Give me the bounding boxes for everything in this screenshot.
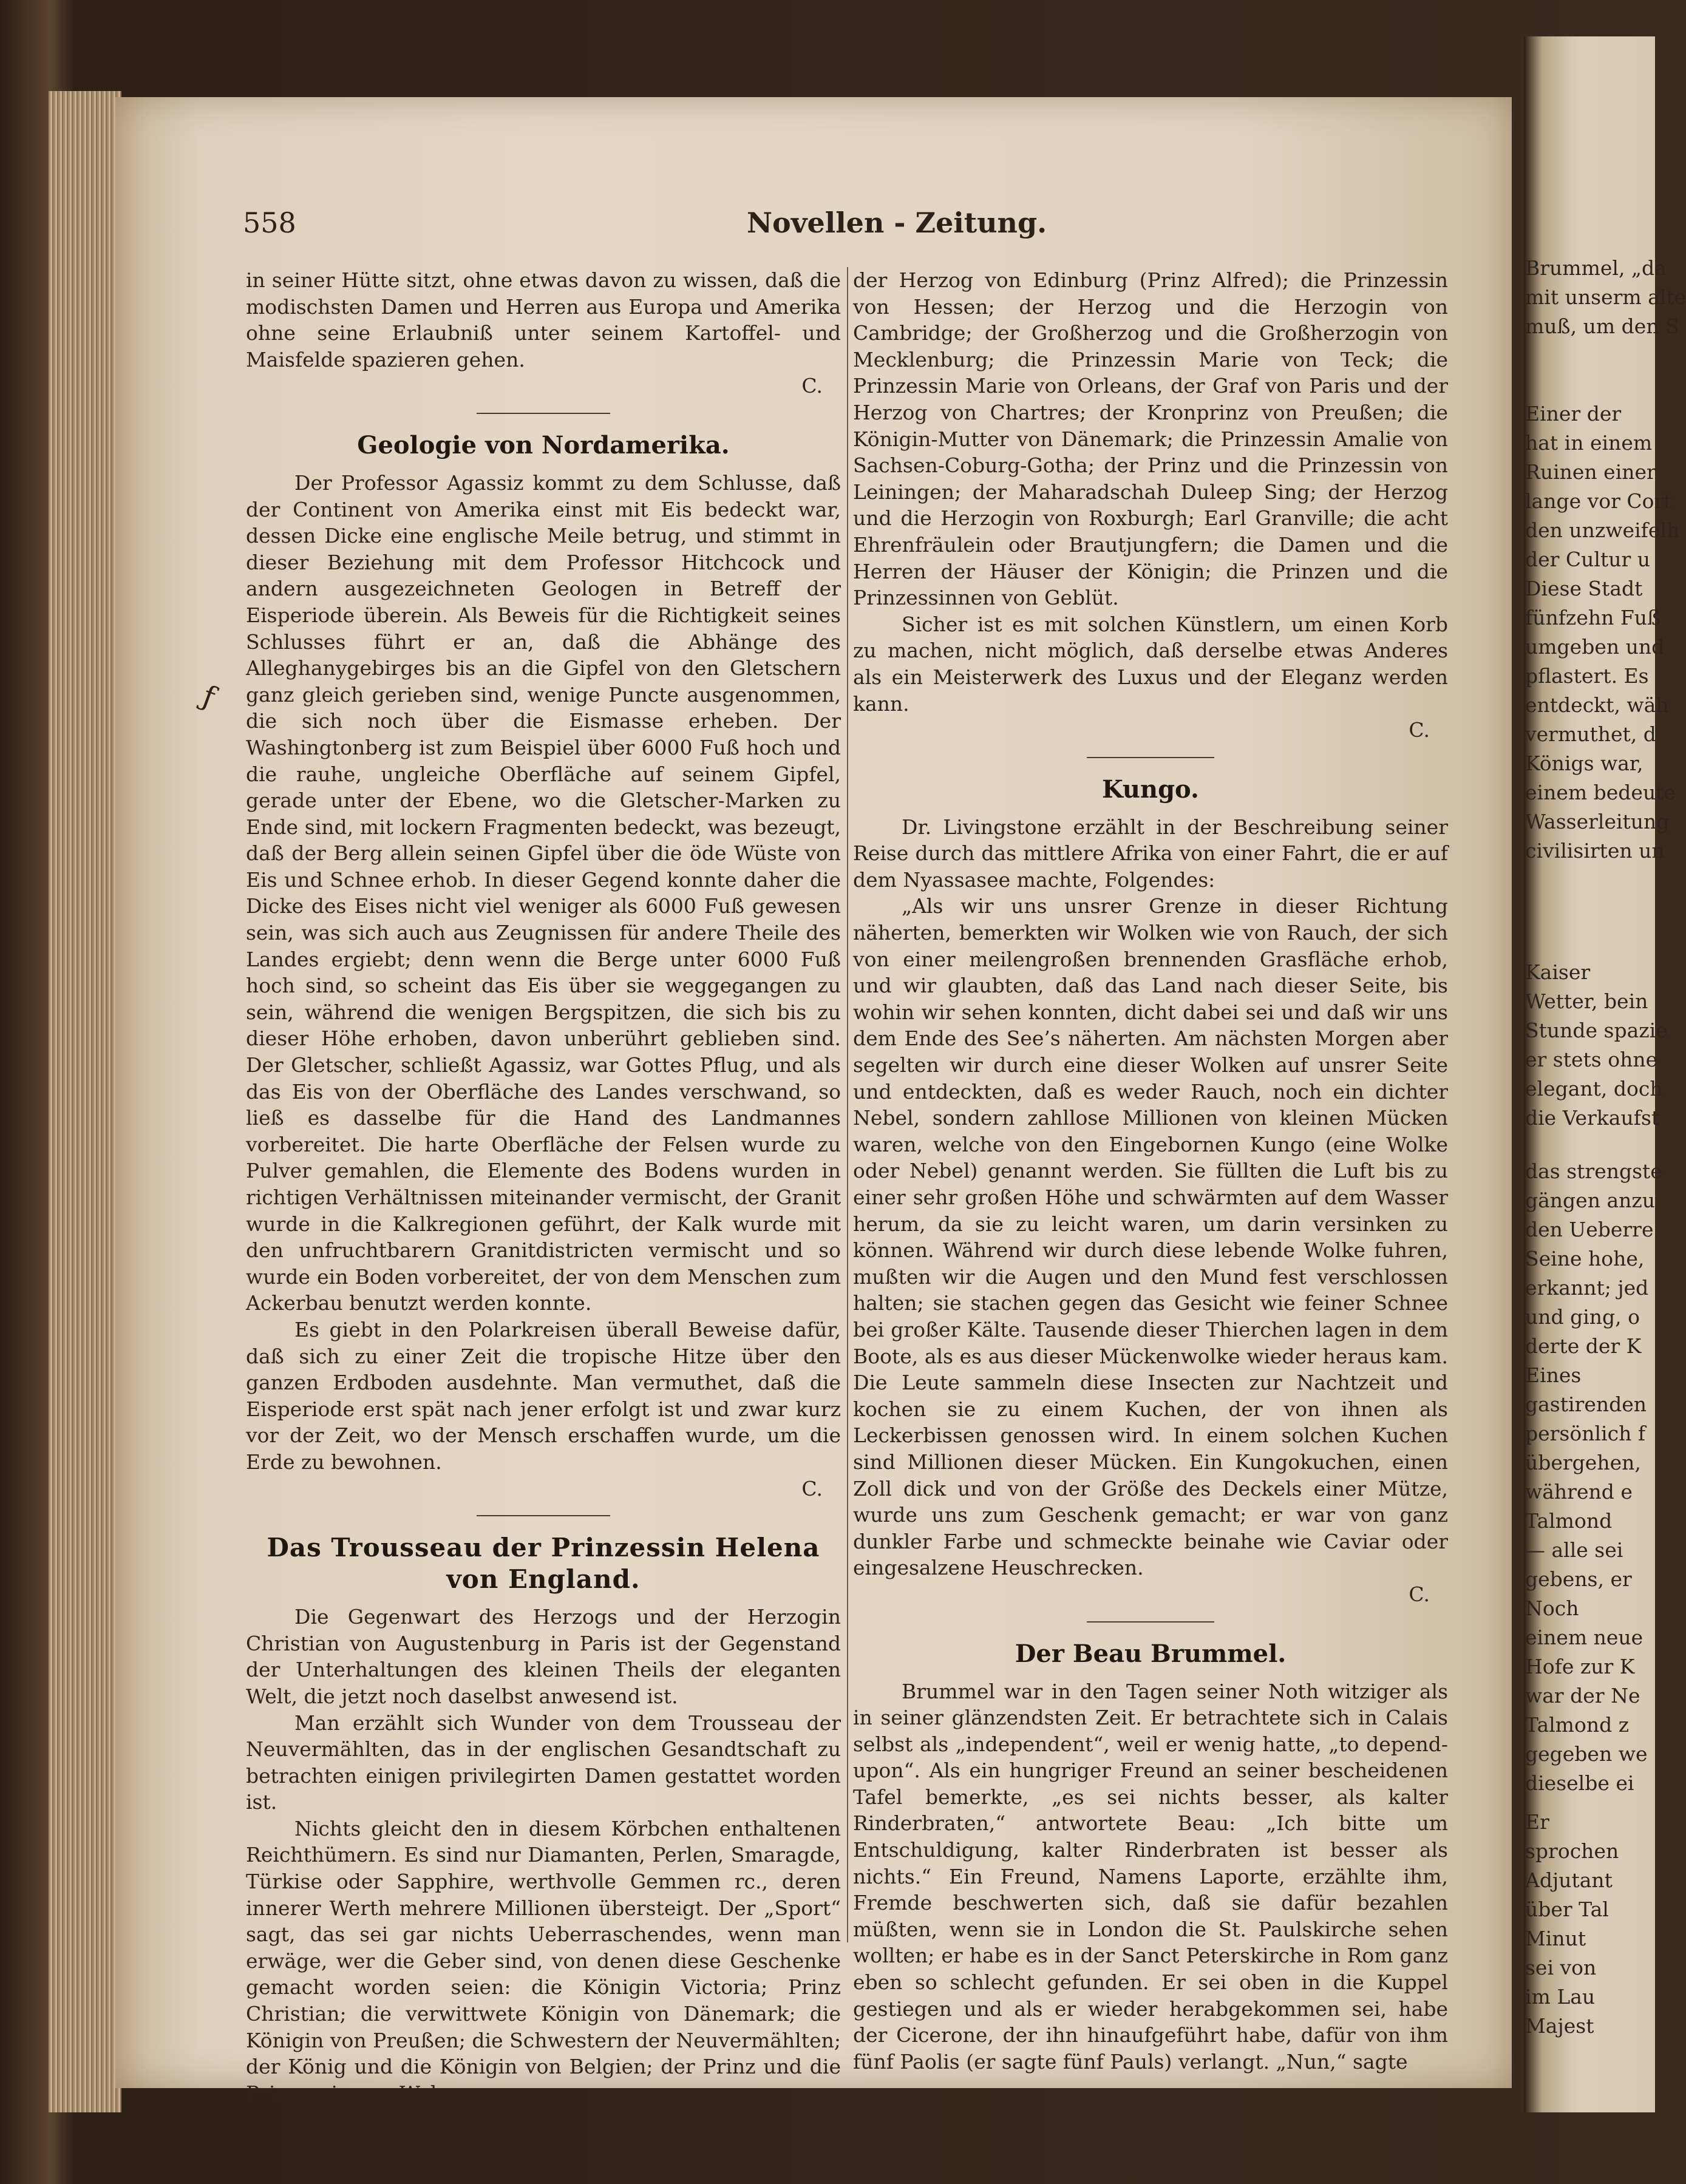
adjacent-page-line: gastirenden	[1525, 1392, 1647, 1416]
adjacent-page-line: Noch	[1525, 1596, 1579, 1620]
adjacent-page-line: elegant, doch	[1525, 1077, 1663, 1100]
adjacent-page-line: — alle sei	[1525, 1538, 1623, 1562]
margin-pencil-mark: ƒ	[197, 679, 220, 715]
intro-paragraph: in seiner Hütte sitzt, ohne etwas davon zu wissen, daß die modischsten Damen und Herren aus Europa und Amerika ohne seine Erlaubniß unter seinem Kartoffel- und Maisfelde spazieren gehen.	[246, 268, 841, 371]
article-title-brummel: Der Beau Brummel.	[1015, 1639, 1287, 1668]
adjacent-page-line: gegeben we	[1525, 1742, 1648, 1766]
adjacent-page-line: mit unserm alte	[1525, 285, 1686, 309]
adjacent-page-line: einem neue	[1525, 1626, 1644, 1649]
article-paragraph: Brummel war in den Tagen seiner Noth witziger als in seiner glänzendsten Zeit. Er betrachtete sich in Calais selbst als „independent“, weil er wenig hatte, „to depend-upon“. Als ein hungriger Freund an seiner bescheidenen Tafel bemerkte, „es sei nichts besser, als kalter Rinderbraten,“ antwortete Beau: „Ich bitte um Entschuldigung, kalter Rinderbraten ist besser als nichts.“ Ein Freund, Namens Laporte, erzählte ihm, Fremde beschwerten sich, daß sie dafür bezahlen müßten, wenn sie in London die St. Paulskirche sehen wollten; er habe es in der Sanct Peterskirche in Rom ganz eben so schlecht gefunden. Er sei oben in die Kuppel gestiegen und als er wieder herabgekommen sei, habe der Cicerone, der ihn hinaufgeführt habe, dafür von ihm fünf Paolis (er sagte fünf Pauls) verlangt. „Nun,“ sagte	[853, 1679, 1448, 2074]
adjacent-page-line: umgeben und	[1525, 635, 1665, 659]
adjacent-page-line: Eines	[1525, 1363, 1582, 1387]
adjacent-page-line: derte der K	[1525, 1334, 1642, 1358]
adjacent-page-line: und ging, o	[1525, 1305, 1640, 1329]
running-title: Novellen - Zeitung.	[747, 206, 1047, 239]
article-paragraph: Die Gegenwart des Herzogs und der Herzogin Christian von Augustenburg in Paris ist der Gegenstand der Unterhaltungen des kleinen Theils der eleganten Welt, die jetzt noch daselbst anwesend ist.	[246, 1605, 841, 1708]
adjacent-page-line: hat in einem	[1525, 431, 1653, 455]
section-rule	[1087, 1621, 1214, 1623]
adjacent-page-line: Diese Stadt	[1525, 577, 1643, 600]
adjacent-page-line: lange vor Cort	[1525, 489, 1672, 513]
adjacent-page-line: übergehen,	[1525, 1451, 1641, 1474]
section-rule	[477, 1515, 610, 1516]
article-signature: C.	[1409, 1582, 1430, 1606]
left-column	[246, 267, 841, 2106]
adjacent-page-line: vermuthet, d	[1525, 722, 1656, 746]
article-title-kungo: Kungo.	[1102, 775, 1199, 804]
continuation-paragraph: Sicher ist es mit solchen Künstlern, um einen Korb zu machen, nicht möglich, daß derselbe etwas Anderes als ein Meisterwerk des Luxus und der Eleganz werden kann.	[853, 612, 1448, 716]
adjacent-page-line: Ruinen einer	[1525, 460, 1656, 484]
adjacent-page-line: er stets ohne	[1525, 1048, 1658, 1071]
adjacent-page-line: Seine hohe,	[1525, 1247, 1645, 1270]
adjacent-page-line: Talmond	[1525, 1509, 1613, 1533]
adjacent-page-line: Er	[1525, 1810, 1549, 1834]
adjacent-page-line: Wasserleitung	[1525, 810, 1670, 833]
adjacent-page-line: Majest	[1525, 2014, 1594, 2038]
intro-signature: C.	[801, 374, 823, 398]
adjacent-page-line: im Lau	[1525, 1985, 1596, 2009]
adjacent-page-line: war der Ne	[1525, 1684, 1640, 1708]
adjacent-page-line: pflastert. Es	[1525, 664, 1649, 688]
article-paragraph: Der Professor Agassiz kommt zu dem Schlusse, daß der Continent von Amerika einst mit Eis bedeckt war, dessen Dicke eine englische Meile betrug, und stimmt in dieser Beziehung mit dem Professor Hitchcock und andern ausgezeichneten Geologen in Betreff der Eisperiode überein. Als Beweis für die Richtigkeit seines Schlusses führt er an, daß die Abhänge des Alleghanygebirges bis an die Gipfel von den Gletschern ganz gleich gerieben sind, wenige Puncte ausgenommen, die sich noch über die Eismasse erheben. Der Washingtonberg ist zum Beispiel über 6000 Fuß hoch und die rauhe, ungleiche Oberfläche auf seinem Gipfel, gerade unter der Ebene, wo die Gletscher-Marken zu Ende sind, mit lockern Fragmenten bedeckt, was bezeugt, daß der Berg allein seinen Gipfel über die öde Wüste von Eis und Schnee erhob. In dieser Gegend konnte daher die Dicke des Eises nicht viel weniger als 6000 Fuß gewesen sein, was sich auch aus Zeugnissen für andere Theile des Landes ergiebt; denn wenn die Berge unter 6000 Fuß hoch sind, so scheint das Eis über sie weggegangen zu sein, während die wenigen Bergspitzen, die sich bis zu dieser Höhe erhoben, davon unberührt geblieben sind. Der Gletscher, schließt Agassiz, war Gottes Pflug, und als das Eis von der Oberfläche des Landes verschwand, so ließ es dasselbe für die Hand des Landmannes vorbereitet. Die harte Oberfläche der Felsen wurde zu Pulver gemahlen, die Elemente des Bodens wurden in richtigen Verhältnissen miteinander vermischt, der Granit wurde in die Kalkregionen geführt, der Kalk wurde mit den unfruchtbarern Granitdistricten vermischt und so wurde ein Boden vorbereitet, der von dem Menschen zum Ackerbau benutzt werden konnte.	[246, 470, 841, 1315]
section-rule	[1087, 757, 1214, 758]
article-paragraph: Nichts gleicht den in diesem Körbchen enthaltenen Reichthümern. Es sind nur Diamanten, Perlen, Smaragde, Türkise oder Sapphire, werthvolle Gemmen rc., deren innerer Werth mehrere Millionen übersteigt. Der „Sport“ sagt, das sei gar nichts Ueberraschendes, wenn man erwäge, wer die Geber sind, von denen diese Geschenke gemacht worden seien: die Königin Victoria; Prinz Christian; die verwittwete Königin von Dänemark; die Königin von Preußen; die Schwestern der Neuvermählten; der König und die Königin von Belgien; der Prinz und die Prinzessin von Wales;	[246, 1816, 841, 2105]
adjacent-page-line: Stunde spazie	[1525, 1019, 1668, 1042]
adjacent-page-line: sei von	[1525, 1956, 1597, 1979]
adjacent-page-line: während e	[1525, 1480, 1633, 1504]
article-paragraph: „Als wir uns unsrer Grenze in dieser Richtung näherten, bemerkten wir Wolken wie von Rauch, der sich von einer meilengroßen brennenden Grasfläche erhob, und wir glaubten, daß das Land nach dieser Seite, bis wohin wir sehen konnten, dicht dabei sei und daß wir uns dem Ende des See’s näherten. Am nächsten Morgen aber segelten wir durch eine dieser Wolken auf unsrer Seite und entdeckten, daß es weder Rauch, noch ein dichter Nebel, sondern zahllose Millionen von kleinen Mücken waren, welche von den Eingebornen Kungo (eine Wolke oder Nebel) genannt werden. Sie füllten die Luft bis zu einer sehr großen Höhe und schwärmten auf dem Wasser herum, da sie zu leicht waren, um darin versinken zu können. Während wir durch diese lebende Wolke fuhren, mußten wir die Augen und den Mund fest verschlossen halten; sie stachen gegen das Gesicht wie feiner Schnee bei großer Kälte. Tausende dieser Thierchen lagen in dem Boote, als es aus dieser Mückenwolke wieder heraus kam. Die Leute sammeln diese Insecten zur Nachtzeit und kochen sie zu einem Kuchen, der von ihnen als Leckerbissen genossen wird. In einem solchen Kuchen sind Millionen dieser Mücken. Ein Kungokuchen, einen Zoll dick und von der Größe des Deckels einer Mütze, wurde uns zum Geschenk gemacht; er war von ganz dunkler Farbe und schmeckte beinahe wie Caviar oder eingesalzene Heuschrecken.	[853, 894, 1448, 1580]
continuation-paragraph: der Herzog von Edinburg (Prinz Alfred); die Prinzessin von Hessen; der Herzog und die Herzogin von Cambridge; der Großherzog und die Großherzogin von Mecklenburg; die Prinzessin Marie von Teck; die Prinzessin Marie von Orleans, der Graf von Paris und der Herzog von Chartres; der Kronprinz von Preußen; die Königin-Mutter von Dänemark; die Prinzessin Amalie von Sachsen-Coburg-Gotha; der Prinz und die Prinzessin von Leiningen; der Maharadschah Duleep Sing; der Herzog und die Herzogin von Roxburgh; Earl Granville; die acht Ehrenfräulein oder Brautjungfern; die Damen und die Herren der Häuser der Königin; die Prinzen und die Prinzessinnen von Geblüt.	[853, 268, 1448, 610]
column-divider	[847, 267, 848, 1942]
article-title-geologie: Geologie von Nordamerika.	[357, 430, 730, 460]
adjacent-page-line: gängen anzu	[1525, 1189, 1656, 1212]
adjacent-page-line: der Cultur u	[1525, 548, 1651, 571]
article-paragraph: Es giebt in den Polarkreisen überall Beweise dafür, daß sich zu einer Zeit die tropische Hitze über den ganzen Erdboden ausdehnte. Man vermuthet, daß die Eisperiode erst spät nach jener erfolgt ist und zwar kurz vor der Zeit, wo der Mensch erschaffen wurde, um die Erde zu bewohnen.	[246, 1317, 841, 1474]
article-paragraph: Dr. Livingstone erzählt in der Beschreibung seiner Reise durch das mittlere Afrika von einer Fahrt, die er auf dem Nyassasee machte, Folgendes:	[853, 815, 1448, 892]
adjacent-page-line: Brummel, „da	[1525, 256, 1667, 280]
article-paragraph: Man erzählt sich Wunder von dem Trousseau der Neuvermählten, das in der englischen Gesandtschaft zu betrachten einigen privilegirten Damen gestattet worden ist.	[246, 1711, 841, 1814]
adjacent-page-line: Adjutant	[1525, 1868, 1613, 1892]
adjacent-page-line: entdeckt, wäh	[1525, 693, 1669, 717]
section-rule	[477, 413, 610, 414]
adjacent-page-line: Königs war,	[1525, 751, 1644, 775]
adjacent-page-line: den Ueberre	[1525, 1218, 1654, 1241]
adjacent-page-fragment	[1524, 36, 1686, 2112]
adjacent-page-line: persönlich f	[1525, 1422, 1646, 1445]
adjacent-page-line: einem bedeute	[1525, 781, 1676, 804]
adjacent-page-line: civilisirten un	[1525, 839, 1665, 863]
adjacent-page-line: Talmond z	[1525, 1713, 1630, 1737]
continuation-signature: C.	[1409, 718, 1430, 742]
adjacent-page-line: über Tal	[1525, 1897, 1609, 1921]
article-signature: C.	[801, 1476, 823, 1501]
adjacent-page-line: gebens, er	[1525, 1567, 1632, 1591]
right-column	[853, 267, 1448, 2075]
adjacent-page-line: fünfzehn Fuß	[1525, 606, 1661, 629]
adjacent-page-line: Hofe zur K	[1525, 1655, 1635, 1678]
page-number: 558	[243, 206, 296, 239]
page-header	[243, 206, 1487, 249]
adjacent-page-line: Wetter, bein	[1525, 989, 1648, 1013]
adjacent-page-line: Einer der	[1525, 402, 1622, 426]
adjacent-page-line: Kaiser	[1525, 960, 1591, 984]
adjacent-page-line: das strengste	[1525, 1159, 1662, 1183]
article-title-trousseau: Das Trousseau der Prinzessin Helena von England.	[267, 1533, 820, 1595]
adjacent-page-line: dieselbe ei	[1525, 1771, 1634, 1795]
adjacent-page-line: die Verkaufst	[1525, 1106, 1660, 1130]
adjacent-page-line: sprochen	[1525, 1839, 1619, 1863]
adjacent-page-line: erkannt; jed	[1525, 1276, 1649, 1300]
page-edges-left	[49, 91, 121, 2112]
adjacent-page-line: den unzweifelh	[1525, 518, 1680, 542]
adjacent-page-line: muß, um den S	[1525, 314, 1679, 338]
adjacent-page-line: Minut	[1525, 1927, 1586, 1950]
